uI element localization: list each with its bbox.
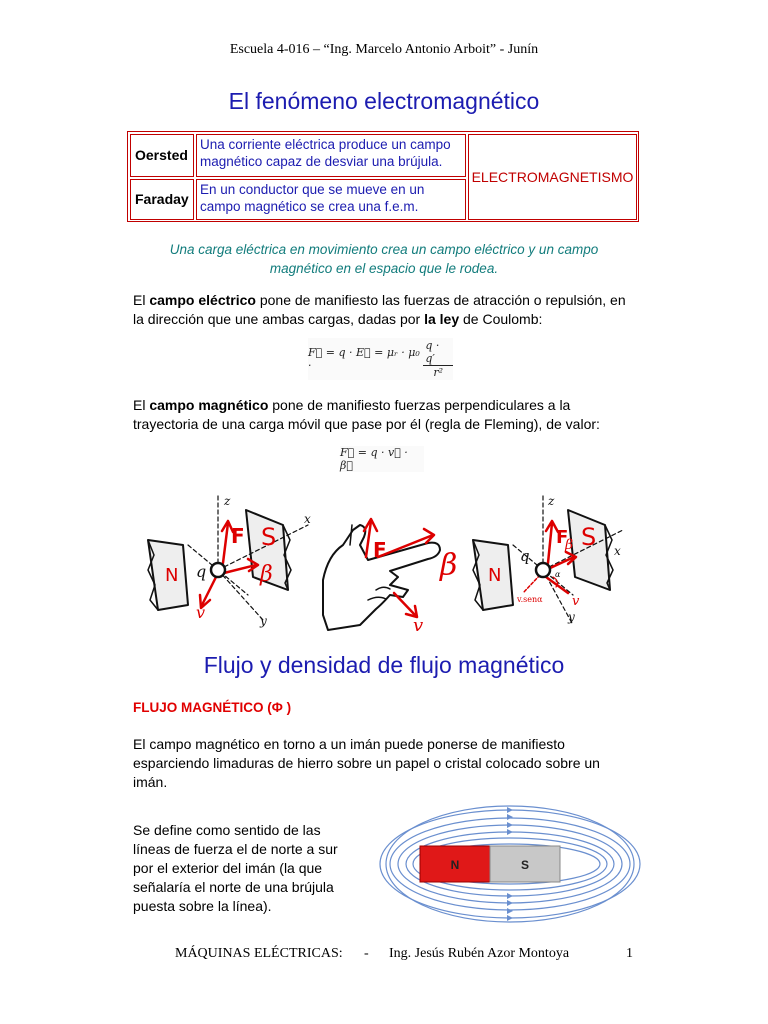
label-v-2: v (413, 615, 424, 635)
highlight-statement (120, 240, 648, 278)
label-f-3: F (556, 527, 569, 548)
fleming-rule-figure (128, 485, 640, 635)
oersted-line1: Una corriente eléctrica produce un campo (200, 137, 451, 152)
highlight-line1: Una carga eléctrica en movimiento crea un campo eléctrico y un campo (169, 242, 599, 257)
label-beta-2: β (440, 548, 458, 583)
text: El (133, 292, 150, 308)
label-f-1: F (231, 524, 245, 548)
term-law: la ley (424, 311, 460, 327)
electromagnetism-table (127, 131, 639, 222)
direction-line4: señalaría el norte de una brújula (133, 879, 334, 895)
table-cell-faraday-desc (196, 179, 466, 220)
label-north: N (450, 858, 460, 872)
oersted-line2: magnético capaz de desviar una brújula. (200, 154, 443, 169)
magnetic-line2: trayectoria de una carga móvil que pase por él (regla de Fleming), de valor: (133, 416, 600, 432)
section-title-electromagnetic: El fenómeno electromagnético (228, 88, 540, 114)
charge-1 (211, 563, 225, 577)
label-y-1: y (260, 614, 267, 628)
direction-line3: por el exterior del imán (la que (133, 860, 323, 876)
label-z-3: z (548, 494, 555, 508)
label-s-3: S (581, 523, 597, 551)
formula-fraction (423, 339, 453, 379)
page-header: Escuela 4-016 – “Ing. Marcelo Antonio Arboit” - Junín (229, 42, 539, 57)
table-cell-oersted-desc (196, 134, 466, 177)
text: pone de manifiesto fuerzas perpendiculares a la (268, 397, 571, 413)
text: de Coulomb: (459, 311, 543, 327)
highlight-line2: magnético en el espacio que le rodea. (269, 261, 499, 276)
text: El (133, 397, 150, 413)
field-direction-paragraph (133, 821, 373, 916)
faraday-line2: campo magnético se crea una f.e.m. (200, 199, 419, 214)
flux-paragraph (133, 735, 643, 792)
label-z-1: z (224, 494, 231, 508)
label-alpha: α (555, 570, 561, 579)
page-number: 1 (626, 946, 633, 961)
footer-dash: - (364, 946, 369, 961)
footer-author: Ing. Jesús Rubén Azor Montoya (389, 946, 570, 961)
section-title-flux: Flujo y densidad de flujo magnético (203, 652, 565, 678)
v-sin-component (523, 575, 540, 593)
faraday-line1: En un conductor que se mueve en un (200, 182, 425, 197)
flux-line3: imán. (133, 774, 168, 790)
formula-denominator: r² (433, 366, 444, 379)
label-v-1: v (196, 603, 206, 622)
formula-lhs: F⃗ = q · E⃗ = μᵣ · μ₀ · (308, 346, 420, 372)
flux-line2: esparciendo limaduras de hierro sobre un papel o cristal colocado sobre un (133, 755, 600, 771)
footer-course: MÁQUINAS ELÉCTRICAS: (175, 946, 343, 961)
term-electric-field: campo eléctrico (149, 292, 256, 308)
label-n-3: N (488, 565, 502, 586)
coulomb-formula (308, 338, 453, 380)
bar-magnet-figure (377, 805, 643, 935)
label-n-1: N (165, 565, 179, 586)
label-v-sin-alpha: v.senα (517, 595, 543, 604)
label-q-1: q (196, 562, 207, 581)
label-beta-3: β (565, 537, 574, 553)
text: pone de manifiesto las fuerzas de atracción o repulsión, en (255, 292, 626, 308)
label-v-3: v (572, 594, 580, 609)
charge-3 (536, 563, 550, 577)
table-cell-oersted: Oersted (130, 134, 194, 177)
table-cell-faraday: Faraday (130, 179, 194, 220)
magnetic-field-paragraph (133, 396, 643, 434)
text: la dirección que une ambas cargas, dadas por (133, 311, 425, 327)
electric-field-paragraph (133, 291, 643, 329)
direction-line1: Se define como sentido de las (133, 822, 321, 838)
label-south: S (520, 858, 530, 872)
direction-line2: líneas de fuerza el de norte a sur (133, 841, 338, 857)
flux-line1: El campo magnético en torno a un imán puede ponerse de manifiesto (133, 736, 565, 752)
label-x-1: x (304, 512, 311, 526)
label-y-3: y (568, 610, 575, 624)
label-beta-1: β (260, 562, 273, 587)
table-cell-electromagnetism: ELECTROMAGNETISMO (468, 134, 637, 220)
term-magnetic-field: campo magnético (149, 397, 269, 413)
flux-heading: FLUJO MAGNÉTICO (Φ ) (133, 700, 292, 715)
label-x-3: x (614, 544, 621, 558)
label-s-1: S (261, 523, 277, 551)
label-f-2: F (373, 538, 387, 562)
direction-line5: puesta sobre la línea). (133, 898, 272, 914)
lorentz-formula: F⃗ = q · v⃗ · β⃗ (340, 446, 424, 472)
label-q-3: q (520, 547, 530, 565)
formula-numerator: q · q′ (423, 339, 453, 366)
